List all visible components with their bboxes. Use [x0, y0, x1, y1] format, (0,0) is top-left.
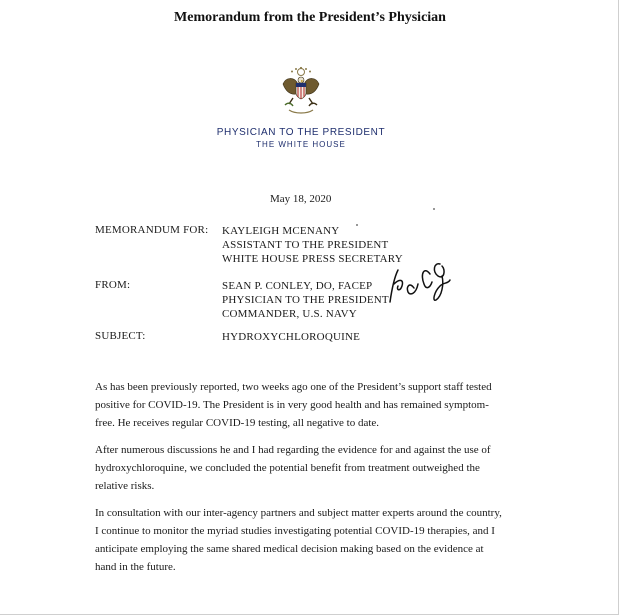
office-subtitle: THE WHITE HOUSE — [256, 140, 346, 149]
body-paragraph-3: In consultation with our inter-agency partners and subject matter experts around the country, I continue to monitor the myriad studies investigating potential COVID-19 therapies, and I anticipate employing the same shared medical decision making based on the evidence at hand in the future. — [95, 507, 502, 573]
document-title: Memorandum from the President’s Physician — [174, 10, 446, 25]
memorandum-for-label: MEMORANDUM FOR: — [95, 224, 209, 236]
memo-date: May 18, 2020 — [270, 193, 332, 205]
memorandum-for-value — [222, 224, 403, 266]
presidential-eagle-seal-icon — [277, 64, 325, 116]
scan-speck — [433, 208, 435, 210]
scan-speck — [356, 224, 358, 226]
from-label: FROM: — [95, 279, 131, 291]
office-title: PHYSICIAN TO THE PRESIDENT — [216, 127, 386, 138]
subject-value: HYDROXYCHLOROQUINE — [222, 331, 361, 343]
recipient-office: WHITE HOUSE PRESS SECRETARY — [222, 253, 403, 265]
sender-rank: COMMANDER, U.S. NAVY — [222, 308, 357, 320]
body-paragraph-1: As has been previously reported, two weeks ago one of the President’s support staff tested positive for COVID-19. The President is in very good health and has remained symptom-free. He receives regular COVID-19 testing, all negative to date. — [95, 381, 492, 429]
signature-mark — [384, 254, 468, 306]
recipient-title: ASSISTANT TO THE PRESIDENT — [222, 239, 389, 251]
sender-name: SEAN P. CONLEY, DO, FACEP — [222, 280, 373, 292]
subject-label: SUBJECT: — [95, 330, 146, 342]
sender-title: PHYSICIAN TO THE PRESIDENT — [222, 294, 389, 306]
recipient-name: KAYLEIGH MCENANY — [222, 225, 340, 237]
from-value — [222, 279, 389, 321]
body-paragraph-2: After numerous discussions he and I had regarding the evidence for and against the use of hydroxychloroquine, we concluded the potential benefit from treatment outweighed the relative risks. — [95, 444, 491, 492]
